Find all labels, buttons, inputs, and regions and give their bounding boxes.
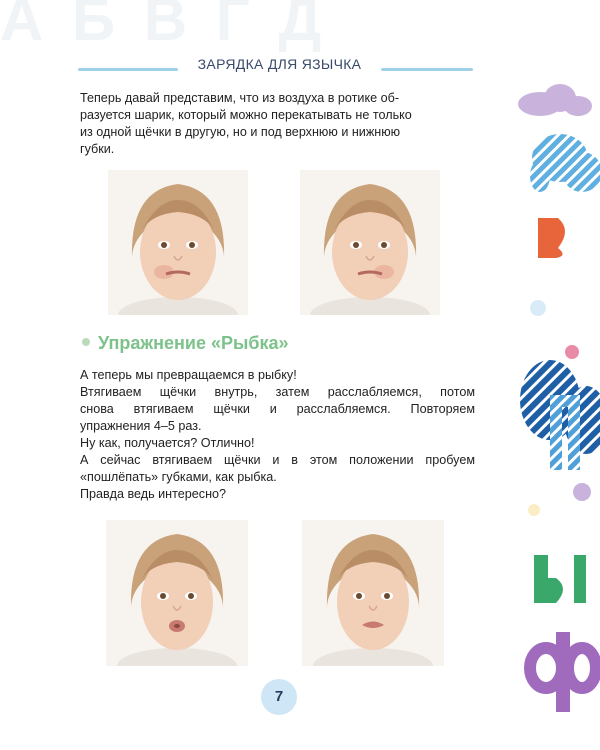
exercise-line: А теперь мы превращаемся в рыбку! xyxy=(80,368,297,382)
girl-face-illustration xyxy=(300,170,440,315)
cloud-purple-icon xyxy=(518,84,592,116)
girl-face-illustration xyxy=(106,520,248,666)
girl-face-illustration xyxy=(108,170,248,315)
letter-f-purple-icon xyxy=(530,632,596,712)
intro-line: Теперь давай представим, что из воздуха в ротике об- xyxy=(80,91,400,105)
exercise-title-text: Упражнение «Рыбка» xyxy=(98,333,289,353)
exercise-title xyxy=(82,333,289,355)
page-header xyxy=(78,52,473,78)
dot-light-blue-icon xyxy=(530,300,546,316)
photo-fish-lips-1 xyxy=(106,520,248,666)
dot-cream-icon xyxy=(528,504,540,516)
exercise-line: Втягиваем щёчки внутрь, затем расслабляемся, потом xyxy=(80,385,475,399)
exercise-line: снова втягиваем щёчки и расслабляемся. Повторяем xyxy=(80,402,475,416)
header-line-left xyxy=(78,68,178,71)
dot-lilac-icon xyxy=(573,483,591,501)
page-number: 7 xyxy=(261,679,297,715)
header-title: ЗАРЯДКА ДЛЯ ЯЗЫЧКА xyxy=(197,56,362,72)
girl-face-illustration xyxy=(302,520,444,666)
photo-cheek-left xyxy=(108,170,248,315)
exercise-line: Ну как, получается? Отлично! xyxy=(80,436,255,450)
intro-line: из одной щёчки в другую, но и под верхнюю и нижнюю xyxy=(80,125,401,139)
exercise-line: Правда ведь интересно? xyxy=(80,487,227,501)
intro-paragraph xyxy=(80,90,475,158)
side-decoration xyxy=(510,0,600,750)
photo-cheek-right xyxy=(300,170,440,315)
background-letters: А Б В Г Д xyxy=(0,0,328,53)
letter-shape-orange-icon xyxy=(538,218,565,258)
dot-pink-icon xyxy=(565,345,579,359)
exercise-paragraph xyxy=(80,367,475,503)
bullet-dot-icon xyxy=(82,338,90,346)
exercise-line: А сейчас втягиваем щёчки и в этом положении пробуем xyxy=(80,453,475,467)
header-line-right xyxy=(381,68,473,71)
exercise-line: «пошлёпать» губками, как рыбка. xyxy=(80,470,277,484)
letter-y-green-icon xyxy=(534,555,586,603)
intro-line: губки. xyxy=(80,142,115,156)
intro-line: разуется шарик, который можно перекатывать не только xyxy=(80,108,412,122)
exercise-line: упражнения 4–5 раз. xyxy=(80,419,202,433)
cloud-striped-icon xyxy=(530,134,600,192)
photo-fish-lips-2 xyxy=(302,520,444,666)
